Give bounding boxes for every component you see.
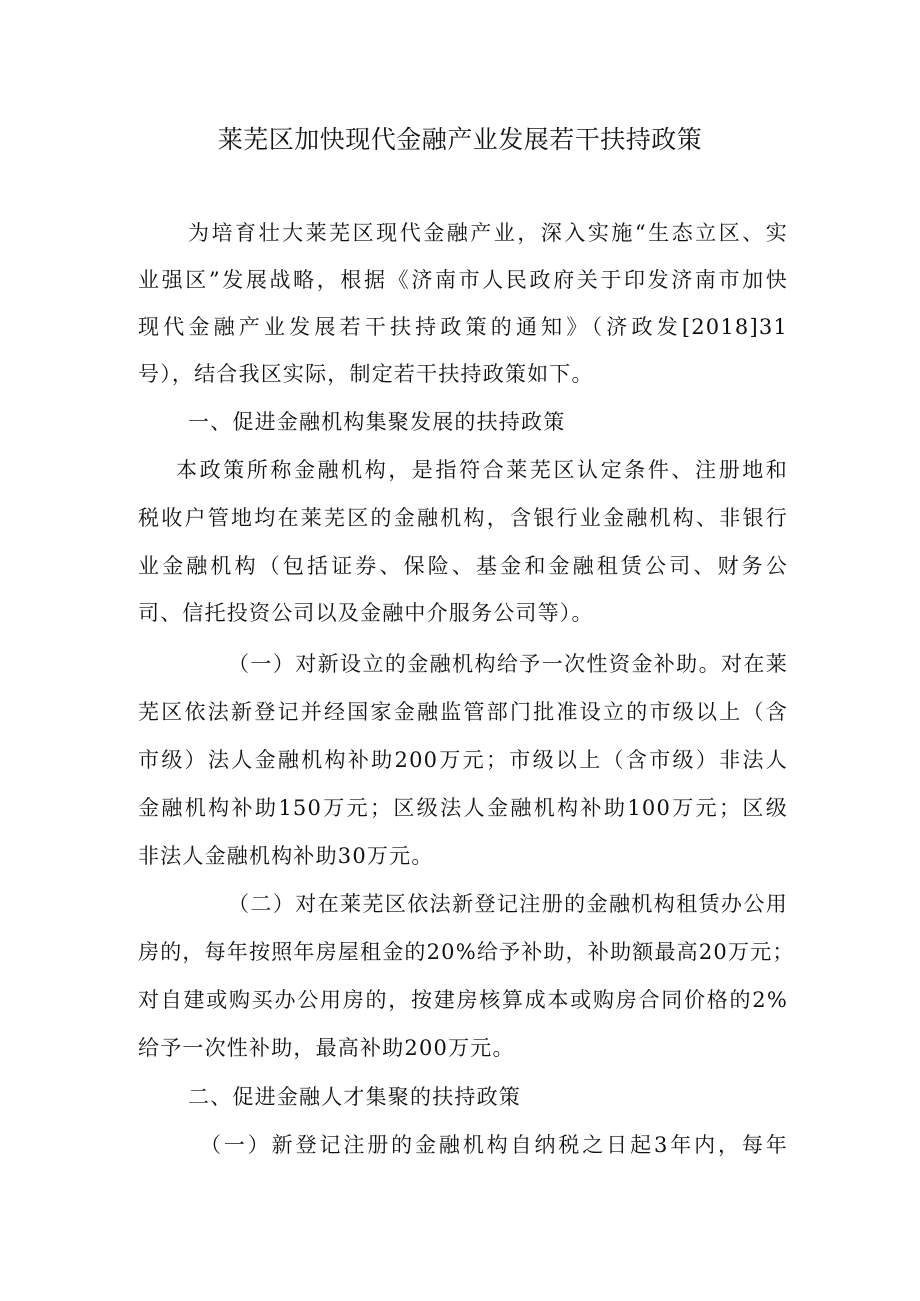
paragraph-line: （二）对在莱芜区依法新登记注册的金融机构租赁办公用	[228, 892, 788, 916]
paragraph-line: 市级）法人金融机构补助200万元；市级以上（含市级）非法人	[138, 748, 788, 772]
paragraph-line: 房的，每年按照年房屋租金的20%给予补助，补助额最高20万元；	[138, 940, 795, 964]
paragraph-line: 非法人金融机构补助30万元。	[138, 844, 434, 868]
paragraph-line: （一）对新设立的金融机构给予一次性资金补助。对在莱	[228, 652, 788, 676]
section-heading: 二、促进金融人才集聚的扶持政策	[188, 1085, 521, 1109]
paragraph-line: 业金融机构（包括证券、保险、基金和金融租赁公司、财务公	[138, 554, 788, 578]
paragraph-line: 为培育壮大莱芜区现代金融产业，深入实施“生态立区、实	[188, 221, 788, 245]
document-title: 莱芜区加快现代金融产业发展若干扶持政策	[217, 125, 703, 154]
paragraph-line: 现代金融产业发展若干扶持政策的通知》（济政发[2018]31	[138, 315, 788, 339]
paragraph-line: 本政策所称金融机构，是指符合莱芜区认定条件、注册地和	[176, 458, 788, 482]
paragraph-line: 号），结合我区实际，制定若干扶持政策如下。	[138, 362, 594, 386]
paragraph-line: （一）新登记注册的金融机构自纳税之日起3年内，每年	[200, 1133, 788, 1157]
paragraph-line: 金融机构补助150万元；区级法人金融机构补助100万元；区级	[138, 796, 788, 820]
paragraph-line: 司、信托投资公司以及金融中介服务公司等）。	[138, 601, 594, 625]
section-heading: 一、促进金融机构集聚发展的扶持政策	[188, 410, 566, 434]
paragraph-line: 给予一次性补助，最高补助200万元。	[138, 1036, 515, 1060]
paragraph-line: 税收户管地均在莱芜区的金融机构，含银行业金融机构、非银行	[138, 506, 788, 530]
paragraph-line: 芜区依法新登记并经国家金融监管部门批准设立的市级以上（含	[138, 700, 788, 724]
paragraph-line: 业强区”发展战略，根据《济南市人民政府关于印发济南市加快	[138, 268, 788, 292]
paragraph-line: 对自建或购买办公用房的，按建房核算成本或购房合同价格的2%	[138, 988, 788, 1012]
